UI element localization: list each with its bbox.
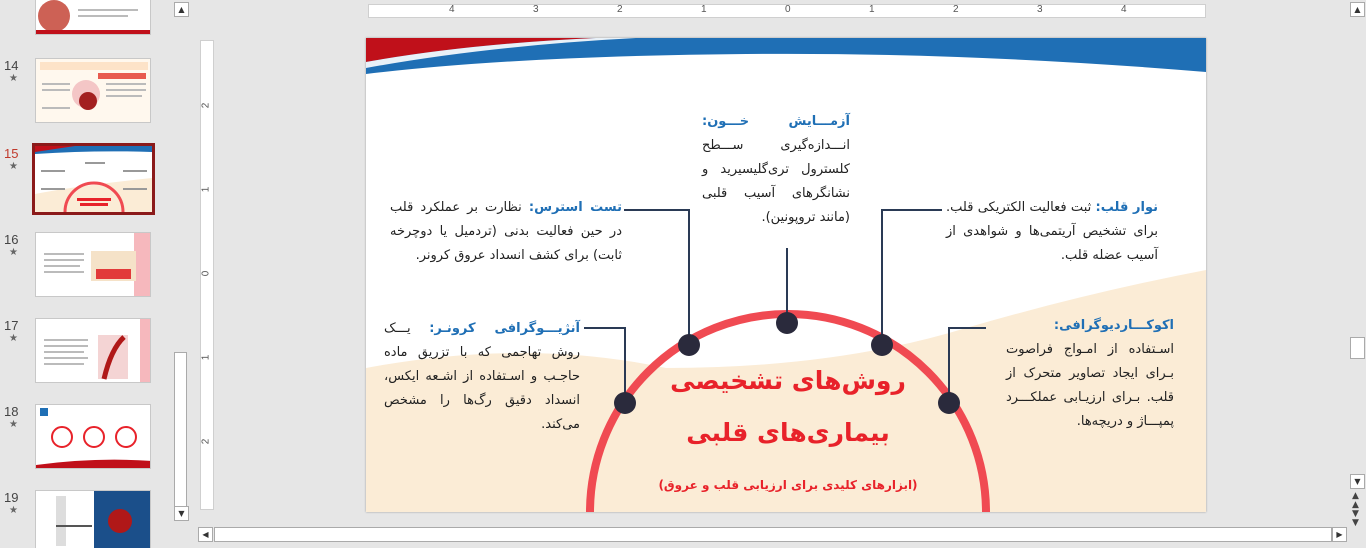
horizontal-scroll-thumb[interactable] — [214, 527, 1332, 542]
ruler-tick-label: 0 — [785, 4, 791, 15]
slide-number: 18 — [4, 404, 19, 419]
thumbnail-image[interactable] — [35, 232, 151, 297]
ruler-tick-label: 1 — [869, 4, 875, 15]
triangle-left-icon[interactable]: ◀ — [198, 527, 213, 542]
slide-thumbnail-pane[interactable] — [0, 0, 172, 548]
ruler-tick-label: 1 — [200, 186, 212, 193]
ecg-heading: نوار قلب: — [1095, 200, 1159, 215]
slide-subtitle[interactable]: (ابزارهای کلیدی برای ارزیابی قلب و عروق) — [658, 478, 918, 492]
slide-number: 16 — [4, 232, 19, 247]
next-slide-icon[interactable]: ▼ ▼ — [1352, 509, 1359, 528]
blood-test-heading: آزمـــایش خـــون: — [702, 114, 850, 129]
thumbnail-slide-15[interactable] — [0, 146, 172, 226]
thumbnail-scroll-thumb[interactable] — [174, 352, 187, 518]
ecg-text: ثبت فعالیت الکتریکی قلب. برای تشخیص آریتمی‌ها و شواهدی از آسیب عضله قلب. — [946, 200, 1158, 263]
slide-number: 17 — [4, 318, 19, 333]
ruler-tick-label: 2 — [200, 438, 212, 445]
slide-title-line2[interactable]: بیماری‌های قلبی — [686, 418, 890, 447]
thumbnail-slide-16[interactable] — [0, 232, 172, 312]
thumbnail-image[interactable] — [35, 0, 151, 35]
slide-canvas[interactable] — [366, 38, 1206, 512]
triangle-down-icon[interactable]: ▼ — [1350, 474, 1365, 489]
angiography-heading: آنژیـــوگرافی کرونـر: — [429, 321, 581, 336]
echocardiography-heading: اکوکـــاردیوگرافی: — [1053, 318, 1174, 333]
ruler-tick-label: 3 — [533, 4, 539, 15]
stress-test-block[interactable] — [390, 196, 622, 268]
triangle-down-icon[interactable]: ▼ — [174, 506, 189, 521]
angiography-block[interactable] — [384, 317, 580, 437]
ruler-tick-label: 2 — [200, 102, 212, 109]
thumbnail-slide-19[interactable] — [0, 490, 172, 548]
thumbnail-slide-14[interactable] — [0, 58, 172, 138]
previous-slide-icon[interactable]: ▲ ▲ — [1352, 491, 1359, 510]
thumbnail-slide-18[interactable] — [0, 404, 172, 484]
thumbnail-image[interactable] — [35, 318, 151, 383]
thumbnail-image[interactable] — [32, 143, 155, 215]
editor-vertical-scrollbar[interactable] — [1348, 0, 1366, 528]
thumbnail-image[interactable] — [35, 490, 151, 548]
ruler-tick-label: 2 — [617, 4, 623, 15]
ruler-tick-label: 4 — [1121, 4, 1127, 15]
slide-number: 14 — [4, 58, 19, 73]
ruler-tick-label: 4 — [449, 4, 455, 15]
ruler-tick-label: 1 — [200, 354, 212, 361]
stress-test-heading: تست استرس: — [528, 200, 622, 215]
thumbnail-slide-13[interactable] — [0, 0, 172, 50]
ruler-tick-label: 2 — [953, 4, 959, 15]
slide-number: 15 — [4, 146, 19, 161]
star-icon: ★ — [9, 419, 18, 430]
thumbnail-image[interactable] — [35, 404, 151, 469]
editor-horizontal-scrollbar[interactable] — [196, 526, 1348, 544]
thumbnail-scrollbar[interactable] — [172, 0, 189, 522]
slide-title-line1[interactable]: روش‌های تشخیصی — [670, 366, 906, 395]
star-icon: ★ — [9, 505, 18, 516]
editor-scroll-thumb[interactable] — [1350, 337, 1365, 359]
ruler-tick-label: 3 — [1037, 4, 1043, 15]
slide-number: 19 — [4, 490, 19, 505]
ecg-block[interactable] — [946, 196, 1158, 268]
blood-test-text: انـــدازه‌گیری ســـطح کلسترول تری‌گلیسیرید و نشانگرهای آسیب قلبی (مانند تروپونین). — [702, 138, 850, 225]
thumbnail-slide-17[interactable] — [0, 318, 172, 398]
stress-test-text: نظارت بر عملکرد قلب در حین فعالیت بدنی (تردمیل یا دوچرخه ثابت) برای کشف انسداد عروق کرونر. — [390, 200, 622, 263]
blood-test-block[interactable] — [702, 110, 850, 230]
echocardiography-text: اسـتفاده از امـواج فراصوت بـرای ایجاد تصاویر متحرک از قلب. بـرای ارزیـابی عملکـــرد پمپـــاژ و دریچه‌ها. — [1006, 342, 1174, 429]
triangle-right-icon[interactable]: ▶ — [1332, 527, 1347, 542]
star-icon: ★ — [9, 333, 18, 344]
star-icon: ★ — [9, 247, 18, 258]
ruler-tick-label: 1 — [701, 4, 707, 15]
angiography-text: یـــک روش تهاجمی که با تزریق ماده حاجـب و اسـتفاده از اشـعه ایکس، انسداد دقیق رگ‌ها را مشخص می‌کند. — [384, 321, 580, 432]
triangle-up-icon[interactable]: ▲ — [174, 2, 189, 17]
thumbnail-image[interactable] — [35, 58, 151, 123]
triangle-up-icon[interactable]: ▲ — [1350, 2, 1365, 17]
echocardiography-block[interactable] — [1006, 314, 1174, 434]
ruler-tick-label: 0 — [200, 270, 212, 277]
star-icon: ★ — [9, 73, 18, 84]
star-icon: ★ — [9, 161, 18, 172]
